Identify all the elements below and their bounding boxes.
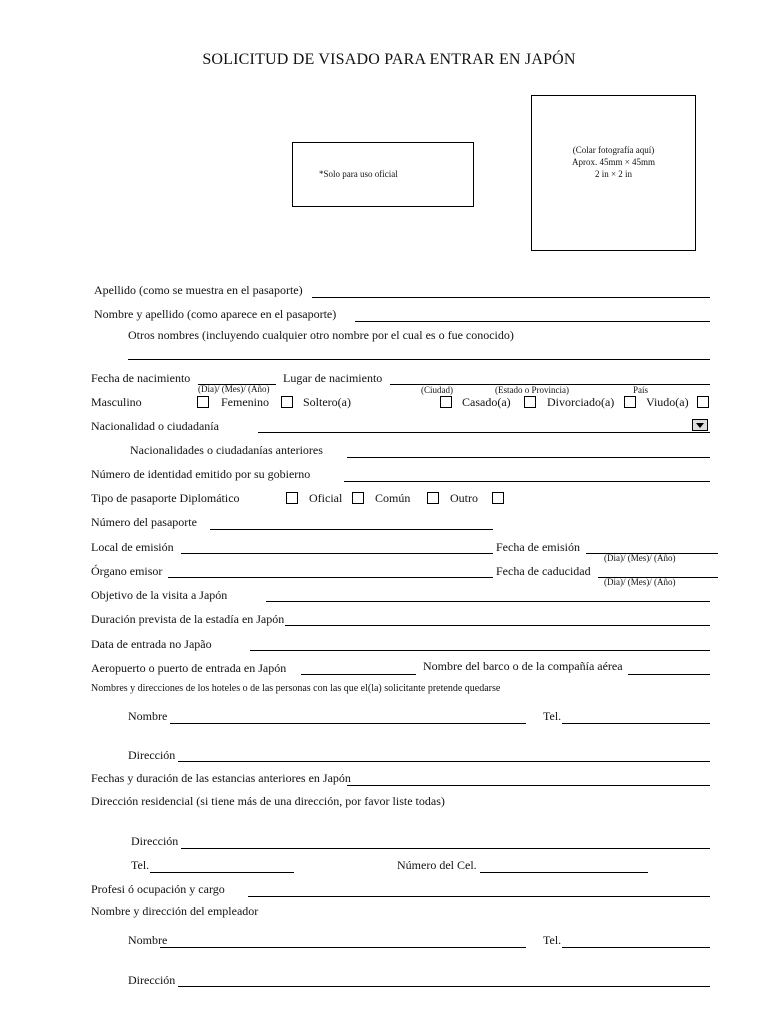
numero-cel-label: Número del Cel. [397, 858, 477, 872]
hotel-tel-label: Tel. [543, 709, 562, 723]
organo-emisor-label: Órgano emisor [91, 564, 163, 578]
numero-identidad-input[interactable] [344, 481, 710, 482]
residencia-direccion-input[interactable] [181, 848, 710, 849]
profesion-input[interactable] [248, 896, 710, 897]
nacionalidad-input[interactable] [258, 432, 710, 433]
profesion-label: Profesi ó ocupación y cargo [91, 882, 225, 896]
objetivo-label: Objetivo de la visita a Japón [91, 588, 228, 602]
numero-cel-input[interactable] [480, 872, 648, 873]
hotel-tel-input[interactable] [562, 723, 710, 724]
hotel-nombre-input[interactable] [170, 723, 526, 724]
data-entrada-input[interactable] [250, 650, 710, 651]
photo-size-in: 2 in × 2 in [594, 169, 633, 179]
nacionalidad-dropdown-arrow-icon[interactable] [692, 419, 708, 431]
page-title: SOLICITUD DE VISADO PARA ENTRAR EN JAPÓN [202, 51, 576, 68]
empleador-nombre-label: Nombre [128, 933, 168, 947]
nacionalidad-label: Nacionalidad o ciudadanía [91, 419, 219, 433]
otro-label: Outro [450, 491, 478, 505]
photo-box [531, 95, 696, 251]
comun-checkbox[interactable] [427, 492, 439, 504]
otros-nombres-input[interactable] [128, 359, 710, 360]
objetivo-input[interactable] [266, 601, 710, 602]
photo-instruction: (Colar fotografía aquí) [572, 145, 655, 155]
estado-hint: (Estado o Provincia) [495, 385, 569, 395]
otros-nombres-label: Otros nombres (incluyendo cualquier otro nombre por el cual es o fue conocido) [128, 328, 514, 342]
numero-pasaporte-label: Número del pasaporte [91, 515, 197, 529]
soltero-checkbox[interactable] [440, 396, 452, 408]
local-emision-input[interactable] [181, 553, 493, 554]
numero-identidad-label: Número de identidad emitido por su gobierno [91, 467, 311, 481]
pais-hint: País [633, 385, 649, 395]
official-use-label: *Solo para uso oficial [319, 169, 398, 179]
casado-checkbox[interactable] [524, 396, 536, 408]
casado-label: Casado(a) [462, 395, 511, 409]
photo-size-mm: Aprox. 45mm × 45mm [571, 157, 656, 167]
aeropuerto-input[interactable] [301, 674, 416, 675]
comun-label: Común [375, 491, 411, 505]
empleador-direccion-label: Dirección [128, 973, 176, 987]
fecha-caducidad-hint: (Dia)/ (Mes)/ (Año) [604, 577, 676, 587]
divorciado-checkbox[interactable] [624, 396, 636, 408]
femenino-label: Femenino [221, 395, 269, 409]
viudo-checkbox[interactable] [697, 396, 709, 408]
apellido-label: Apellido (como se muestra en el pasaporte) [94, 283, 303, 297]
masculino-checkbox[interactable] [197, 396, 209, 408]
hotel-direccion-input[interactable] [178, 761, 710, 762]
oficial-checkbox[interactable] [352, 492, 364, 504]
nacionalidades-anteriores-label: Nacionalidades o ciudadanías anteriores [130, 443, 323, 457]
fecha-emision-hint: (Dia)/ (Mes)/ (Año) [604, 553, 676, 563]
fecha-caducidad-label: Fecha de caducidad [496, 564, 591, 578]
empleador-label: Nombre y dirección del empleador [91, 904, 259, 918]
residencia-direccion-label: Dirección [131, 834, 179, 848]
official-use-box [292, 142, 474, 207]
hotel-direccion-label: Dirección [128, 748, 176, 762]
soltero-label: Soltero(a) [303, 395, 351, 409]
viudo-label: Viudo(a) [646, 395, 689, 409]
nombre-barco-label: Nombre del barco o de la compañía aérea [423, 659, 623, 673]
masculino-label: Masculino [91, 395, 142, 409]
numero-pasaporte-input[interactable] [210, 529, 493, 530]
nombre-apellido-label: Nombre y apellido (como aparece en el pasaporte) [94, 307, 337, 321]
lugar-nacimiento-label: Lugar de nacimiento [283, 371, 383, 385]
femenino-checkbox[interactable] [281, 396, 293, 408]
aeropuerto-label: Aeropuerto o puerto de entrada en Japón [91, 661, 287, 675]
empleador-tel-label: Tel. [543, 933, 562, 947]
empleador-tel-input[interactable] [562, 947, 710, 948]
fechas-anteriores-input[interactable] [347, 785, 710, 786]
otro-checkbox[interactable] [492, 492, 504, 504]
nacionalidades-anteriores-input[interactable] [347, 457, 710, 458]
fecha-nacimiento-label: Fecha de nacimiento [91, 371, 191, 385]
apellido-input[interactable] [312, 297, 710, 298]
duracion-label: Duración prevista de la estadía en Japón [91, 612, 285, 626]
empleador-nombre-input[interactable] [160, 947, 526, 948]
hotel-nombre-label: Nombre [128, 709, 168, 723]
ciudad-hint: (Ciudad) [421, 385, 453, 395]
local-emision-label: Local de emisión [91, 540, 174, 554]
empleador-direccion-input[interactable] [178, 986, 710, 987]
nombre-apellido-input[interactable] [355, 321, 710, 322]
tipo-pasaporte-label: Tipo de pasaporte Diplomático [91, 491, 240, 505]
diplomatico-checkbox[interactable] [286, 492, 298, 504]
residencia-tel-label: Tel. [131, 858, 150, 872]
residencia-tel-input[interactable] [150, 872, 294, 873]
nombre-barco-input[interactable] [628, 674, 710, 675]
duracion-input[interactable] [285, 625, 710, 626]
fechas-anteriores-label: Fechas y duración de las estancias anteriores en Japón [91, 771, 351, 785]
fecha-emision-label: Fecha de emisión [496, 540, 580, 554]
data-entrada-label: Data de entrada no Japão [91, 637, 212, 651]
divorciado-label: Divorciado(a) [547, 395, 615, 409]
oficial-label: Oficial [309, 491, 343, 505]
hoteles-label: Nombres y direcciones de los hoteles o de las personas con las que el(la) solicitante pretende quedarse [91, 683, 501, 694]
organo-emisor-input[interactable] [168, 577, 493, 578]
direccion-residencial-label: Dirección residencial (si tiene más de una dirección, por favor liste todas) [91, 794, 445, 808]
fecha-nacimiento-hint: (Dia)/ (Mes)/ (Año) [198, 384, 270, 394]
